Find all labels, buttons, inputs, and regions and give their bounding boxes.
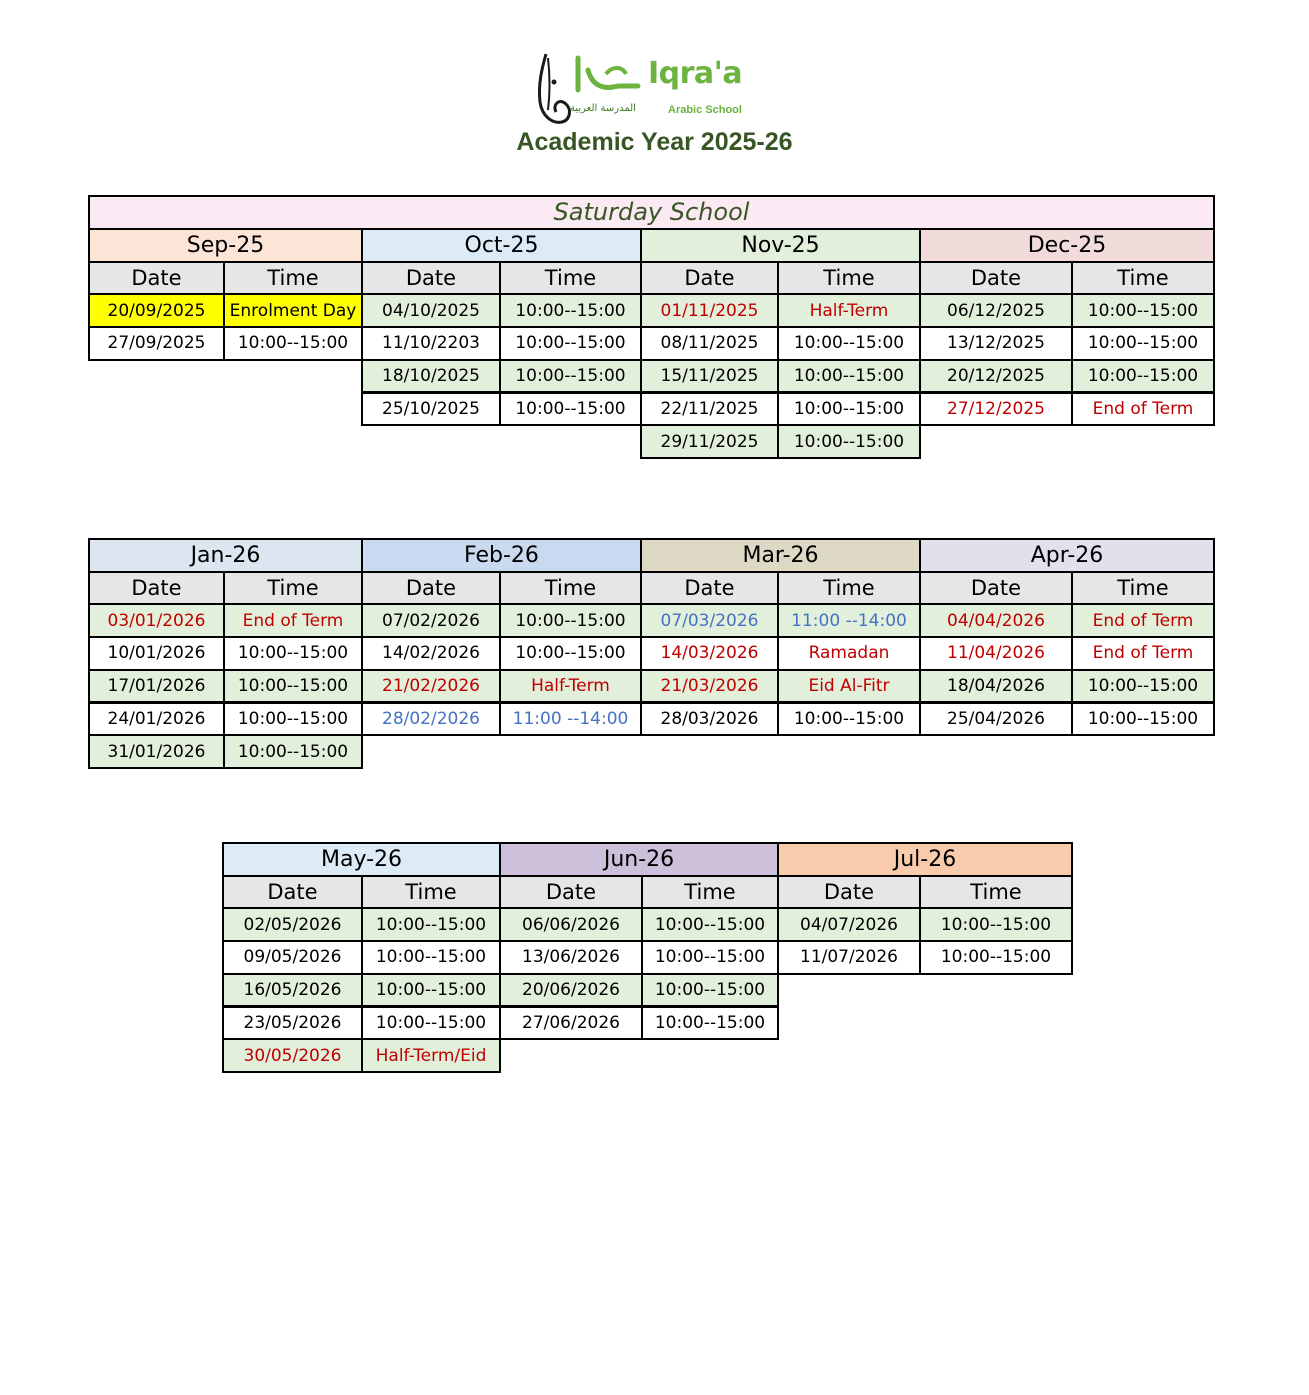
date-cell: 27/06/2026 <box>499 1006 643 1041</box>
date-column-header: Date <box>777 875 921 910</box>
date-cell: 10/01/2026 <box>88 636 225 671</box>
date-cell: 21/03/2026 <box>640 669 779 704</box>
time-cell: 10:00--15:00 <box>1071 669 1215 704</box>
date-cell: 27/09/2025 <box>88 326 225 361</box>
date-cell: 15/11/2025 <box>640 359 779 394</box>
date-cell: 31/01/2026 <box>88 734 225 769</box>
date-cell: 17/01/2026 <box>88 669 225 704</box>
date-cell: 11/07/2026 <box>777 940 921 975</box>
time-column-header: Time <box>223 261 363 296</box>
time-cell: 10:00--15:00 <box>223 669 363 704</box>
date-cell: 25/04/2026 <box>919 702 1073 737</box>
time-cell: 10:00--15:00 <box>499 392 642 427</box>
time-cell: 10:00--15:00 <box>777 702 921 737</box>
date-column-header: Date <box>222 875 363 910</box>
date-cell: 21/02/2026 <box>361 669 501 704</box>
date-cell: 27/12/2025 <box>919 392 1073 427</box>
date-cell: 08/11/2025 <box>640 326 779 361</box>
time-column-header: Time <box>1071 261 1215 296</box>
date-column-header: Date <box>361 261 501 296</box>
month-header-may: May-26 <box>222 842 501 877</box>
time-cell: Enrolment Day <box>223 293 363 328</box>
saturday-school-banner: Saturday School <box>88 195 1215 230</box>
time-cell: Ramadan <box>777 636 921 671</box>
time-column-header: Time <box>777 261 921 296</box>
time-column-header: Time <box>1071 571 1215 606</box>
time-cell: Half-Term <box>777 293 921 328</box>
logo-arabic-subtitle: المدرسة العربية <box>570 103 636 114</box>
time-cell: 10:00--15:00 <box>1071 326 1215 361</box>
time-cell: 10:00--15:00 <box>361 940 501 975</box>
date-cell: 04/07/2026 <box>777 907 921 942</box>
time-cell: 10:00--15:00 <box>223 326 363 361</box>
date-cell: 11/10/2203 <box>361 326 501 361</box>
date-column-header: Date <box>88 261 225 296</box>
date-cell: 03/01/2026 <box>88 603 225 638</box>
month-header-mar: Mar-26 <box>640 538 921 573</box>
time-cell: 10:00--15:00 <box>499 603 642 638</box>
date-cell: 28/03/2026 <box>640 702 779 737</box>
date-column-header: Date <box>361 571 501 606</box>
time-cell: 10:00--15:00 <box>641 940 779 975</box>
date-cell: 01/11/2025 <box>640 293 779 328</box>
date-cell: 13/12/2025 <box>919 326 1073 361</box>
time-cell: 10:00--15:00 <box>919 940 1073 975</box>
time-cell: Half-Term <box>499 669 642 704</box>
page-title: Academic Year 2025-26 <box>516 128 793 156</box>
time-cell: 10:00--15:00 <box>223 636 363 671</box>
date-cell: 11/04/2026 <box>919 636 1073 671</box>
date-cell: 14/03/2026 <box>640 636 779 671</box>
date-cell: 28/02/2026 <box>361 702 501 737</box>
time-cell: 10:00--15:00 <box>1071 359 1215 394</box>
date-cell: 22/11/2025 <box>640 392 779 427</box>
month-header-sep: Sep-25 <box>88 228 363 263</box>
time-cell: 10:00--15:00 <box>499 636 642 671</box>
date-cell: 02/05/2026 <box>222 907 363 942</box>
time-column-header: Time <box>641 875 779 910</box>
date-cell: 04/10/2025 <box>361 293 501 328</box>
time-cell: 10:00--15:00 <box>777 424 921 459</box>
date-cell: 29/11/2025 <box>640 424 779 459</box>
time-cell: 10:00--15:00 <box>641 907 779 942</box>
month-header-apr: Apr-26 <box>919 538 1215 573</box>
time-column-header: Time <box>223 571 363 606</box>
time-cell: End of Term <box>223 603 363 638</box>
time-cell: 10:00--15:00 <box>361 1006 501 1041</box>
time-cell: 10:00--15:00 <box>1071 293 1215 328</box>
date-cell: 20/09/2025 <box>88 293 225 328</box>
time-column-header: Time <box>499 571 642 606</box>
time-cell: End of Term <box>1071 636 1215 671</box>
month-header-oct: Oct-25 <box>361 228 642 263</box>
time-cell: 10:00--15:00 <box>919 907 1073 942</box>
date-cell: 06/06/2026 <box>499 907 643 942</box>
time-cell: Half-Term/Eid <box>361 1038 501 1073</box>
logo-wordmark: Iqra'a <box>648 56 743 91</box>
date-cell: 25/10/2025 <box>361 392 501 427</box>
date-column-header: Date <box>88 571 225 606</box>
date-cell: 23/05/2026 <box>222 1006 363 1041</box>
date-cell: 18/04/2026 <box>919 669 1073 704</box>
date-cell: 14/02/2026 <box>361 636 501 671</box>
date-column-header: Date <box>919 261 1073 296</box>
date-cell: 20/06/2026 <box>499 973 643 1008</box>
time-cell: 10:00--15:00 <box>777 359 921 394</box>
time-column-header: Time <box>361 875 501 910</box>
time-cell: 10:00--15:00 <box>641 973 779 1008</box>
time-cell: End of Term <box>1071 603 1215 638</box>
month-header-jan: Jan-26 <box>88 538 363 573</box>
time-cell: 10:00--15:00 <box>777 392 921 427</box>
date-column-header: Date <box>640 571 779 606</box>
date-cell: 07/03/2026 <box>640 603 779 638</box>
time-cell: 10:00--15:00 <box>499 359 642 394</box>
date-cell: 06/12/2025 <box>919 293 1073 328</box>
date-column-header: Date <box>499 875 643 910</box>
date-column-header: Date <box>919 571 1073 606</box>
month-header-jul: Jul-26 <box>777 842 1073 877</box>
month-header-jun: Jun-26 <box>499 842 779 877</box>
date-cell: 04/04/2026 <box>919 603 1073 638</box>
logo-subtitle: Arabic School <box>668 104 742 116</box>
date-column-header: Date <box>640 261 779 296</box>
time-column-header: Time <box>499 261 642 296</box>
time-cell: 10:00--15:00 <box>1071 702 1215 737</box>
date-cell: 20/12/2025 <box>919 359 1073 394</box>
time-cell: 10:00--15:00 <box>361 973 501 1008</box>
date-cell: 13/06/2026 <box>499 940 643 975</box>
month-header-feb: Feb-26 <box>361 538 642 573</box>
date-cell: 07/02/2026 <box>361 603 501 638</box>
time-cell: 10:00--15:00 <box>641 1006 779 1041</box>
time-cell: 11:00 --14:00 <box>777 603 921 638</box>
time-cell: 10:00--15:00 <box>223 702 363 737</box>
date-cell: 16/05/2026 <box>222 973 363 1008</box>
date-cell: 18/10/2025 <box>361 359 501 394</box>
date-cell: 30/05/2026 <box>222 1038 363 1073</box>
time-column-header: Time <box>919 875 1073 910</box>
month-header-dec: Dec-25 <box>919 228 1215 263</box>
time-cell: 10:00--15:00 <box>499 326 642 361</box>
time-cell: Eid Al-Fitr <box>777 669 921 704</box>
date-cell: 09/05/2026 <box>222 940 363 975</box>
time-cell: 10:00--15:00 <box>361 907 501 942</box>
time-cell: 10:00--15:00 <box>777 326 921 361</box>
date-cell: 24/01/2026 <box>88 702 225 737</box>
time-column-header: Time <box>777 571 921 606</box>
time-cell: 11:00 --14:00 <box>499 702 642 737</box>
time-cell: 10:00--15:00 <box>223 734 363 769</box>
time-cell: 10:00--15:00 <box>499 293 642 328</box>
month-header-nov: Nov-25 <box>640 228 921 263</box>
time-cell: End of Term <box>1071 392 1215 427</box>
